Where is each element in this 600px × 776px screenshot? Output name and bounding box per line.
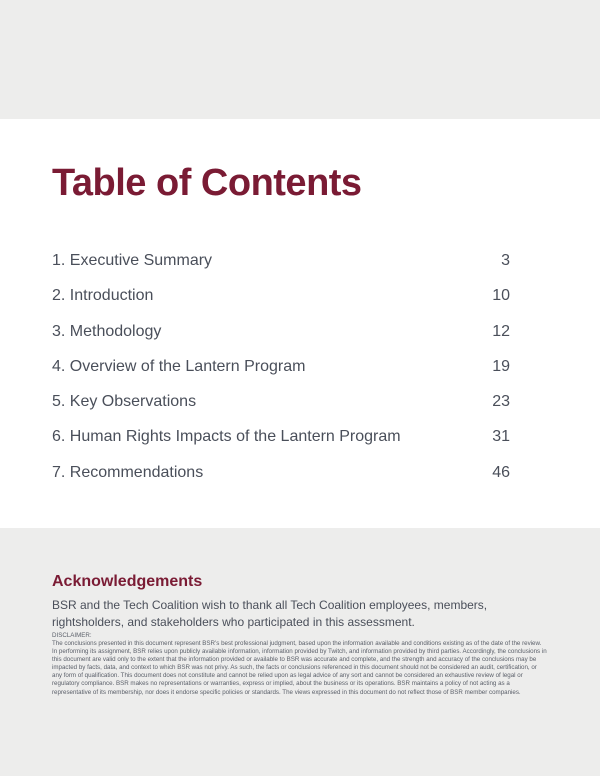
toc-entry-introduction[interactable] — [52, 283, 510, 318]
toc-entry-page: 3 — [501, 252, 510, 269]
toc-list — [52, 248, 510, 495]
disclaimer-text: The conclusions presented in this document represent BSR’s best professional judgment, based upon the information available and conditions existing as of the date of the review. In performing its assignment, BSR relies upon publicly available information, information provided by Twitch, and information provided by third parties. Accordingly, the conclusions in this document are valid only to the extent that the information provided or available to BSR was accurate and complete, and the strength and accuracy of the conclusions may be impacted by facts, data, and context to which BSR was not privy. As such, the facts or conclusions referenced in this document should not be considered an audit, certification, or any form of qualification. This document does not constitute and cannot be relied upon as legal advice of any sort and cannot be considered an exhaustive review of legal or regulatory compliance. BSR makes no representations or warranties, express or implied, about the business or its operations. BSR maintains a policy of not acting as a representative of its membership, nor does it endorse specific policies or standards. The views expressed in this document do not reflect those of BSR member companies. — [52, 640, 547, 696]
toc-entry-label: 2. Introduction — [52, 287, 154, 305]
toc-entry-page: 12 — [492, 322, 510, 340]
toc-entry-page: 10 — [492, 287, 510, 305]
toc-entry-key-observations[interactable] — [52, 389, 510, 424]
toc-entry-recommendations[interactable] — [52, 460, 510, 495]
top-band — [0, 0, 600, 119]
acknowledgements-title: Acknowledgements — [52, 573, 203, 590]
disclaimer-label: DISCLAIMER: — [52, 632, 92, 639]
toc-entry-label: 1. Executive Summary — [52, 252, 213, 269]
toc-entry-label: 4. Overview of the Lantern Program — [52, 357, 306, 375]
acknowledgements-body: BSR and the Tech Coalition wish to thank all Tech Coalition employees, members, rightsholders, and stakeholders who participated in this assessment. — [52, 598, 488, 629]
toc-entry-label: 6. Human Rights Impacts of the Lantern Program — [52, 428, 401, 446]
toc-entry-page: 46 — [492, 463, 510, 481]
toc-entry-page: 19 — [492, 357, 510, 375]
toc-entry-label: 5. Key Observations — [52, 393, 197, 411]
page-title: Table of Contents — [52, 162, 362, 204]
toc-entry-lantern-overview[interactable] — [52, 354, 510, 389]
toc-entry-human-rights-impacts[interactable] — [52, 424, 510, 459]
toc-entry-page: 23 — [492, 393, 510, 411]
toc-entry-methodology[interactable] — [52, 319, 510, 354]
toc-entry-executive-summary[interactable] — [52, 248, 510, 283]
toc-entry-page: 31 — [492, 428, 510, 446]
toc-entry-label: 3. Methodology — [52, 322, 162, 340]
toc-entry-label: 7. Recommendations — [52, 463, 204, 481]
